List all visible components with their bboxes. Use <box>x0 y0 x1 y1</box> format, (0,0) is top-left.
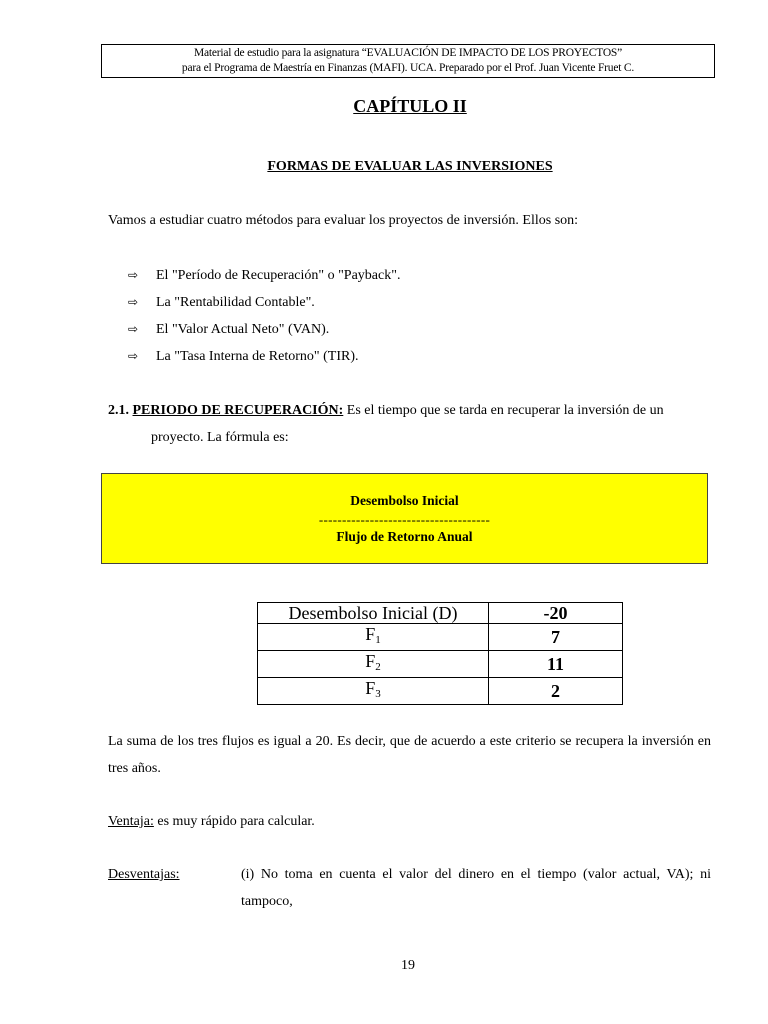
section-2-1-paragraph <box>108 397 712 451</box>
list-item-text: La "Rentabilidad Contable". <box>156 295 315 310</box>
formula-numerator: Desembolso Inicial <box>350 493 459 508</box>
cash-flow-table <box>257 602 623 705</box>
methods-list <box>128 262 400 370</box>
advantage-paragraph <box>108 808 712 835</box>
table-row <box>258 678 623 705</box>
list-item <box>128 343 400 370</box>
table-cell-label: $F_1$ <box>258 624 489 651</box>
right-arrow-icon: ⇨ <box>128 295 139 309</box>
disadvantages-label: Desventajas: <box>108 867 180 882</box>
advantage-text: es muy rápido para calcular. <box>153 814 315 829</box>
header-line-2: para el Programa de Maestría en Finanzas (MAFI). UCA. Preparado por el Prof. Juan Vicente Fruet C. <box>181 62 635 74</box>
table-cell-value: 2 <box>489 678 623 705</box>
list-item-text: El "Valor Actual Neto" (VAN). <box>156 322 330 337</box>
table-cell-label: $F_3$ <box>258 678 489 705</box>
disadvantages-text: (i) No toma en cuenta el valor del dinero en el tiempo (valor actual, VA); ni tampoco, <box>241 867 711 909</box>
formula-divider: ------------------------------------- <box>318 512 491 527</box>
right-arrow-icon: ⇨ <box>128 322 139 336</box>
list-item <box>128 262 400 289</box>
chapter-title: CAPÍTULO II <box>353 96 467 116</box>
formula-denominator: Flujo de Retorno Anual <box>336 529 473 544</box>
list-item <box>128 289 400 316</box>
table-row <box>258 624 623 651</box>
section-number: 2.1. <box>108 403 129 418</box>
table-cell-label: Desembolso Inicial (D) <box>258 603 489 624</box>
intro-paragraph: Vamos a estudiar cuatro métodos para evaluar los proyectos de inversión. Ellos son: <box>108 213 579 228</box>
table-cell-value: 11 <box>489 651 623 678</box>
table-cell-value: -20 <box>489 603 623 624</box>
section-text-line-2: proyecto. La fórmula es: <box>151 430 289 445</box>
table-row <box>258 651 623 678</box>
header-line-1: Material de estudio para la asignatura “EVALUACIÓN DE IMPACTO DE LOS PROYECTOS” <box>193 47 623 59</box>
document-header <box>101 44 715 78</box>
table-cell-value: 7 <box>489 624 623 651</box>
list-item-text: La "Tasa Interna de Retorno" (TIR). <box>156 349 359 364</box>
right-arrow-icon: ⇨ <box>128 349 139 363</box>
right-arrow-icon: ⇨ <box>128 268 139 282</box>
payback-formula-box <box>101 473 708 564</box>
table-cell-label: $F_2$ <box>258 651 489 678</box>
advantage-label: Ventaja: <box>108 814 154 829</box>
sum-paragraph: La suma de los tres flujos es igual a 20. Es decir, que de acuerdo a este criterio se recupera la inversión en tres años. <box>108 734 711 776</box>
list-item <box>128 316 400 343</box>
section-title: FORMAS DE EVALUAR LAS INVERSIONES <box>267 159 553 174</box>
section-text-line-1: Es el tiempo que se tarda en recuperar la inversión de un <box>346 403 664 418</box>
section-heading: PERIODO DE RECUPERACIÓN: <box>132 403 344 418</box>
page-number: 19 <box>401 958 415 973</box>
table-row <box>258 603 623 624</box>
list-item-text: El "Período de Recuperación" o "Payback". <box>156 268 401 283</box>
